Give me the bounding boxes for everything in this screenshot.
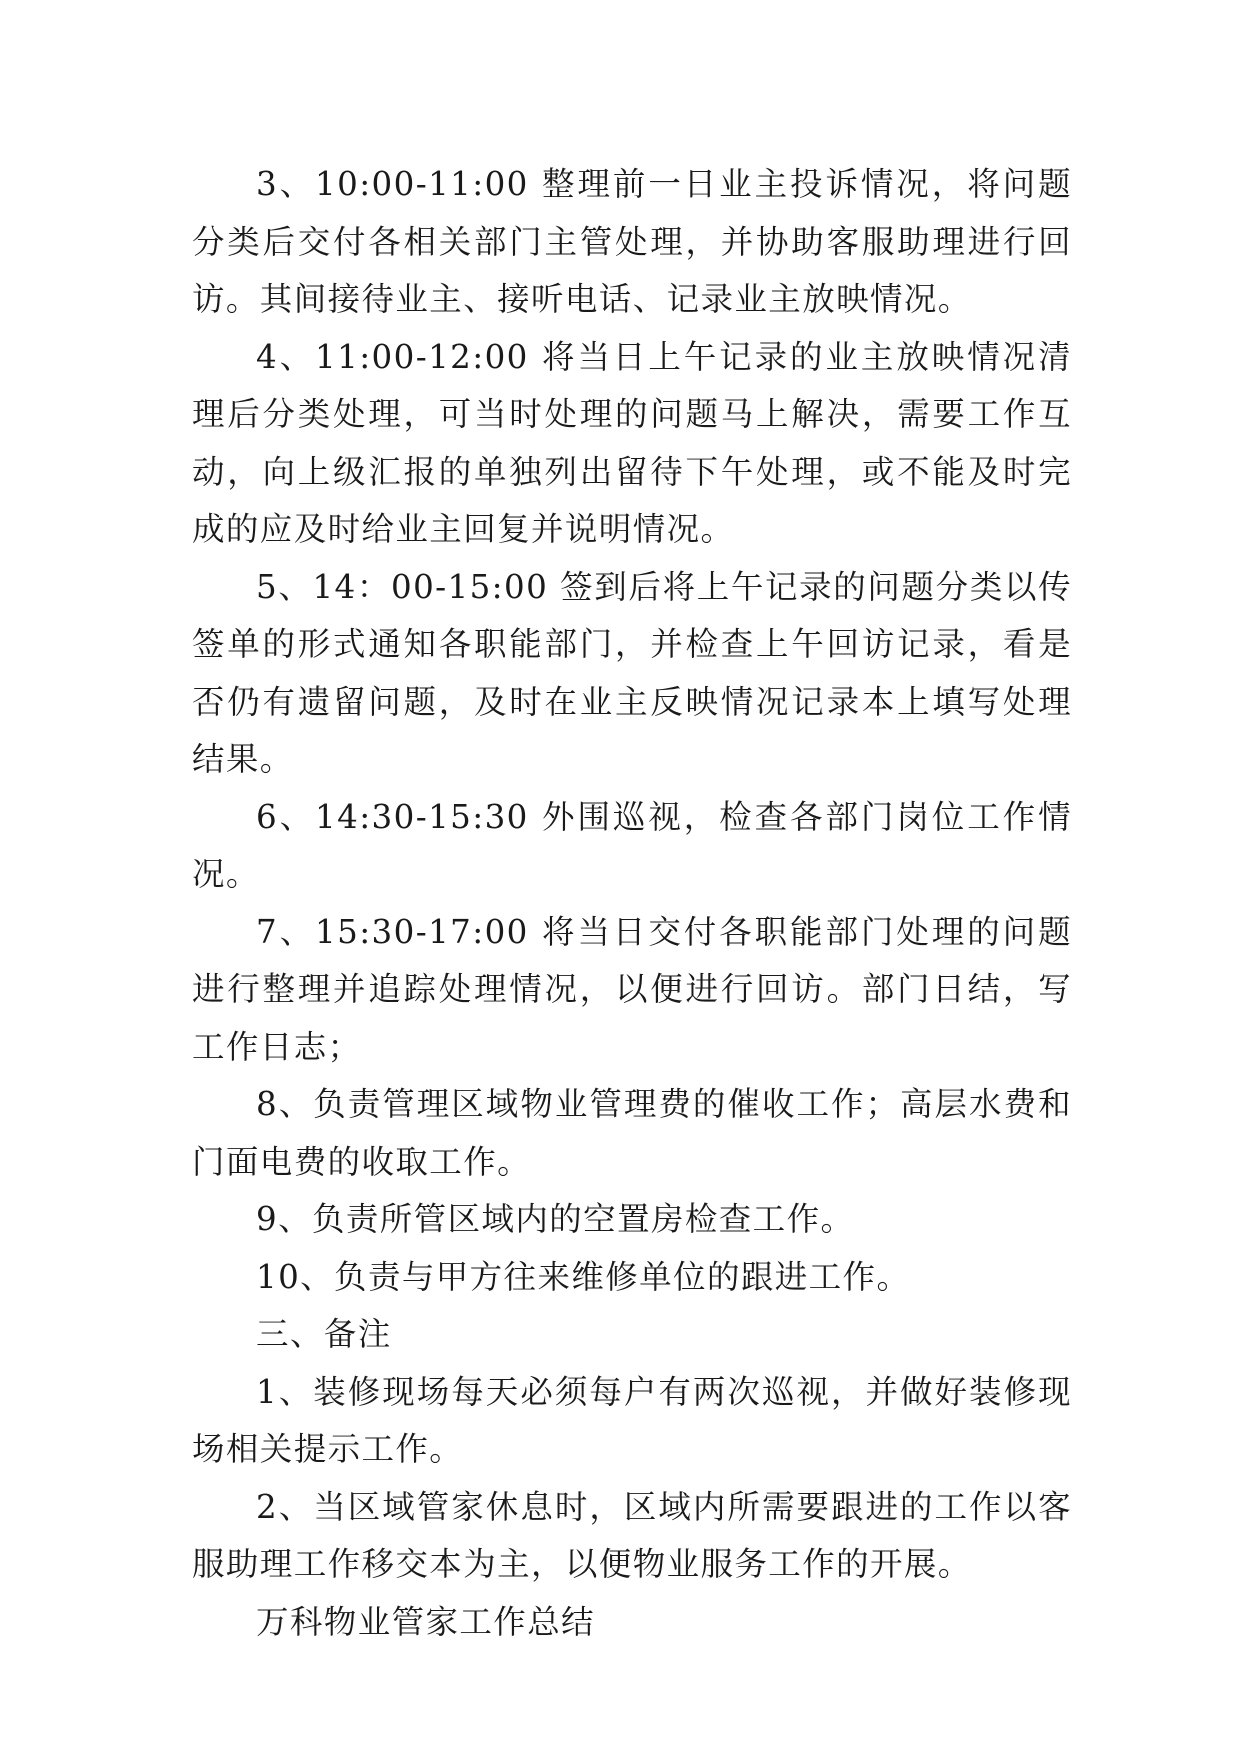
paragraph-item-8: 8、负责管理区域物业管理费的催收工作；高层水费和门面电费的收取工作。	[192, 1085, 1072, 1181]
closing-title: 万科物业管家工作总结	[256, 1602, 596, 1641]
section-heading-notes: 三、备注	[256, 1315, 392, 1353]
paragraph-item-7: 7、15:30-17:00 将当日交付各职能部门处理的问题进行整理并追踪处理情况，以便进行回访。部门日结，写工作日志；	[192, 912, 1072, 1066]
paragraph-item-9: 9、负责所管区域内的空置房检查工作。	[256, 1200, 855, 1238]
note-item-2: 2、当区域管家休息时，区域内所需要跟进的工作以客服助理工作移交本为主，以便物业服务工作的开展。	[192, 1487, 1072, 1583]
paragraph-item-6: 6、14:30-15:30 外围巡视，检查各部门岗位工作情况。	[192, 797, 1072, 893]
document-body	[192, 156, 1072, 1651]
paragraph-item-3: 3、10:00-11:00 整理前一日业主投诉情况，将问题分类后交付各相关部门主管处理，并协助客服助理进行回访。其间接待业主、接听电话、记录业主放映情况。	[192, 165, 1072, 318]
note-item-1: 1、装修现场每天必须每户有两次巡视，并做好装修现场相关提示工作。	[192, 1372, 1072, 1468]
paragraph-item-10: 10、负责与甲方往来维修单位的跟进工作。	[256, 1257, 911, 1296]
paragraph-item-5: 5、14：00-15:00 签到后将上午记录的问题分类以传签单的形式通知各职能部门，并检查上午回访记录，看是否仍有遗留问题，及时在业主反映情况记录本上填写处理结果。	[192, 567, 1072, 778]
paragraph-item-4: 4、11:00-12:00 将当日上午记录的业主放映情况清理后分类处理，可当时处理的问题马上解决，需要工作互动，向上级汇报的单独列出留待下午处理，或不能及时完成的应及时给业主回复并说明情况。	[192, 337, 1072, 548]
